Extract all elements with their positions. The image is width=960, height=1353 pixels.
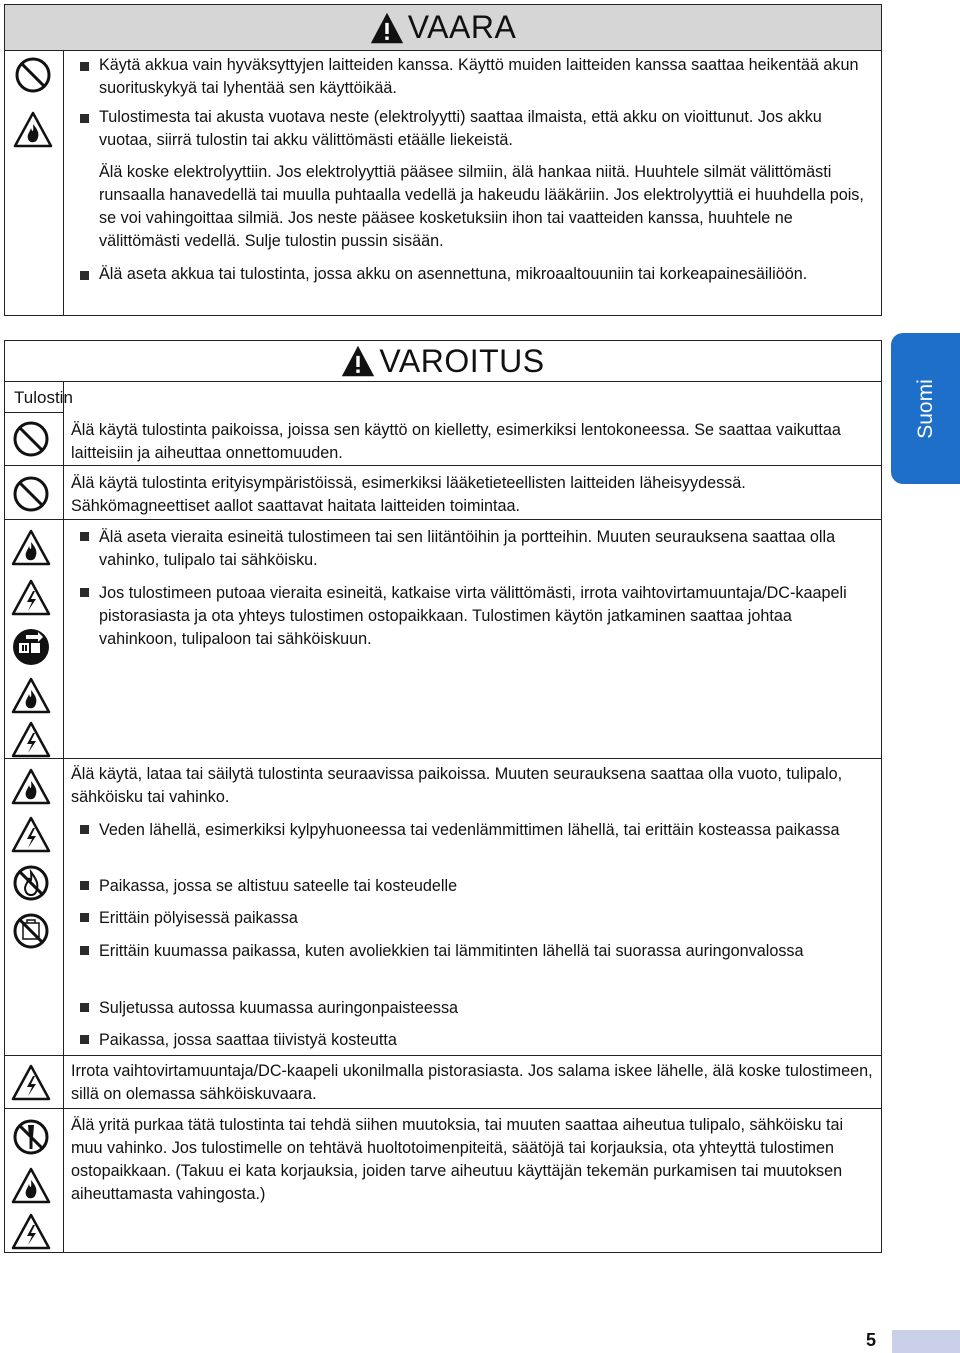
- page-number-bar: [892, 1330, 960, 1353]
- language-tab-label: Suomi: [913, 378, 937, 439]
- bullet-icon: [80, 913, 89, 922]
- varoitus-bullet-1: Älä aseta vieraita esineitä tulostimeen tai sen liitäntöihin ja portteihin. Muuten seurauksena saattaa olla vahinko, tulipalo tai sähköisku.: [99, 528, 836, 569]
- prohibition-icon: [11, 474, 51, 514]
- vaara-item-1: Käytä akkua vain hyväksyttyjen laitteiden kanssa. Käyttö muiden laitteiden kanssa saattaa heikentää akun suorituskykyä tai lyhentää sen käyttöikää.: [99, 56, 859, 97]
- bullet-icon: [80, 825, 89, 834]
- bullet-icon: [80, 946, 89, 955]
- vaara-item-4: Älä aseta akkua tai tulostinta, jossa akku on asennettuna, mikroaaltouuniin tai korkeapainesäiliöön.: [99, 265, 808, 283]
- fire-warning-icon: [11, 528, 51, 568]
- place-item: Paikassa, jossa saattaa tiivistyä kosteutta: [99, 1031, 397, 1049]
- fire-warning-icon: [11, 676, 51, 716]
- row-separator: [4, 519, 882, 520]
- electric-shock-warning-icon: [11, 815, 51, 855]
- electric-shock-warning-icon: [11, 578, 51, 618]
- row-separator: [4, 1108, 882, 1109]
- warning-triangle-icon: [341, 344, 375, 378]
- varoitus-header: [5, 341, 881, 381]
- bullet-icon: [80, 881, 89, 890]
- vaara-divider: [63, 51, 64, 316]
- vaara-item-3: Älä koske elektrolyyttiin. Jos elektrolyyttiä pääsee silmiin, älä hankaa niitä. Huuhtele silmät välittömästi runsaalla hanavedellä tai muulla puhtaalla vedellä ja hakeudu lääkäriin. Jos elektrolyyttiä ei huuhdella pois, se voi vahingoittaa silmiä. Jos neste pääsee kosketuksiin ihon tai vaatteiden kanssa, huuhtele ne välittömästi vedellä. Sulje tulostin pussin sisään.: [99, 163, 864, 250]
- prohibition-icon: [11, 419, 51, 459]
- electric-shock-warning-icon: [11, 1212, 51, 1252]
- varoitus-header-rule: [4, 381, 882, 382]
- bullet-icon: [80, 114, 89, 123]
- bullet-icon: [80, 62, 89, 71]
- unplug-icon: [11, 627, 51, 667]
- warning-triangle-icon: [370, 11, 404, 45]
- section-label-tulostin: Tulostin: [14, 388, 73, 407]
- fire-warning-icon: [11, 1166, 51, 1206]
- prohibition-icon: [13, 55, 53, 95]
- place-item: Suljetussa autossa kuumassa auringonpaisteessa: [99, 999, 459, 1017]
- varoitus-bullet-2: Jos tulostimeen putoaa vieraita esineitä, katkaise virta välittömästi, irrota vaihtovirtamuuntaja/DC-kaapeli pistorasiasta ja ota yhteys tulostimen ostopaikkaan. Tulostimen käytön jatkaminen saattaa johtaa vahinkoon, tulipaloon tai sähköiskuun.: [99, 584, 847, 648]
- language-tab: [891, 333, 960, 484]
- varoitus-divider: [63, 382, 64, 1253]
- no-moisture-icon: [11, 911, 51, 951]
- vaara-item-2: Tulostimesta tai akusta vuotava neste (elektrolyytti) saattaa ilmaista, että akku on vioittunut. Jos akku vuotaa, siirrä tulostin tai akku välittömästi etäälle liekeistä.: [99, 108, 822, 149]
- electric-shock-warning-icon: [11, 720, 51, 760]
- bullet-icon: [80, 271, 89, 280]
- bullet-icon: [80, 1035, 89, 1044]
- vaara-header: [5, 5, 881, 51]
- row-separator: [4, 758, 882, 759]
- no-disassembly-icon: [11, 1117, 51, 1157]
- place-item: Erittäin kuumassa paikassa, kuten avoliekkien tai lämmitinten lähellä tai suorassa auringonvalossa: [99, 942, 804, 960]
- bullet-icon: [80, 588, 89, 597]
- varoitus-p5: Älä yritä purkaa tätä tulostinta tai tehdä siihen muutoksia, tai muuten saattaa aiheutua tulipalo, sähköisku tai muu vahinko. Jos tulostimelle on tehtävä huoltotoimenpiteitä, säätöjä tai korjauksia, ota yhteyttä tulostimen ostopaikkaan. (Takuu ei kata korjauksia, joiden tarve aiheutuu käyttäjän tekemän purkamisen tai muutoksen aiheuttamasta vahingosta.): [71, 1116, 844, 1203]
- varoitus-p4: Irrota vaihtovirtamuuntaja/DC-kaapeli ukonilmalla pistorasiasta. Jos salama iskee lähelle, älä koske tulostimeen, sillä on olemassa sähköiskuvaara.: [71, 1062, 873, 1103]
- fire-warning-icon: [11, 767, 51, 807]
- vaara-title: VAARA: [407, 9, 517, 45]
- bullet-icon: [80, 532, 89, 541]
- varoitus-p1: Älä käytä tulostinta paikoissa, joissa sen käyttö on kielletty, esimerkiksi lentokoneessa. Se saattaa vaikuttaa laitteisiin ja aiheuttaa onnettomuuden.: [71, 421, 841, 462]
- fire-warning-icon: [13, 110, 53, 150]
- place-item: Erittäin pölyisessä paikassa: [99, 909, 298, 927]
- section-label-rule: [4, 412, 64, 413]
- bullet-icon: [80, 1003, 89, 1012]
- row-separator: [4, 465, 882, 466]
- electric-shock-warning-icon: [11, 1063, 51, 1103]
- varoitus-title: VAROITUS: [379, 342, 545, 379]
- place-item: Veden lähellä, esimerkiksi kylpyhuoneessa tai vedenlämmittimen lähellä, tai erittäin kosteassa paikassa: [99, 821, 840, 839]
- varoitus-p2: Älä käytä tulostinta erityisympäristöissä, esimerkiksi lääketieteellisten laitteiden läheisyydessä. Sähkömagneettiset aallot saattavat haitata laitteiden toimintaa.: [71, 474, 746, 515]
- page-number: 5: [866, 1330, 877, 1350]
- place-item: Paikassa, jossa se altistuu sateelle tai kosteudelle: [99, 877, 458, 895]
- varoitus-p3: Älä käytä, lataa tai säilytä tulostinta seuraavissa paikoissa. Muuten seurauksena saattaa olla vuoto, tulipalo, sähköisku tai vahinko.: [71, 765, 843, 806]
- no-open-flame-icon: [11, 863, 51, 903]
- row-separator: [4, 1055, 882, 1056]
